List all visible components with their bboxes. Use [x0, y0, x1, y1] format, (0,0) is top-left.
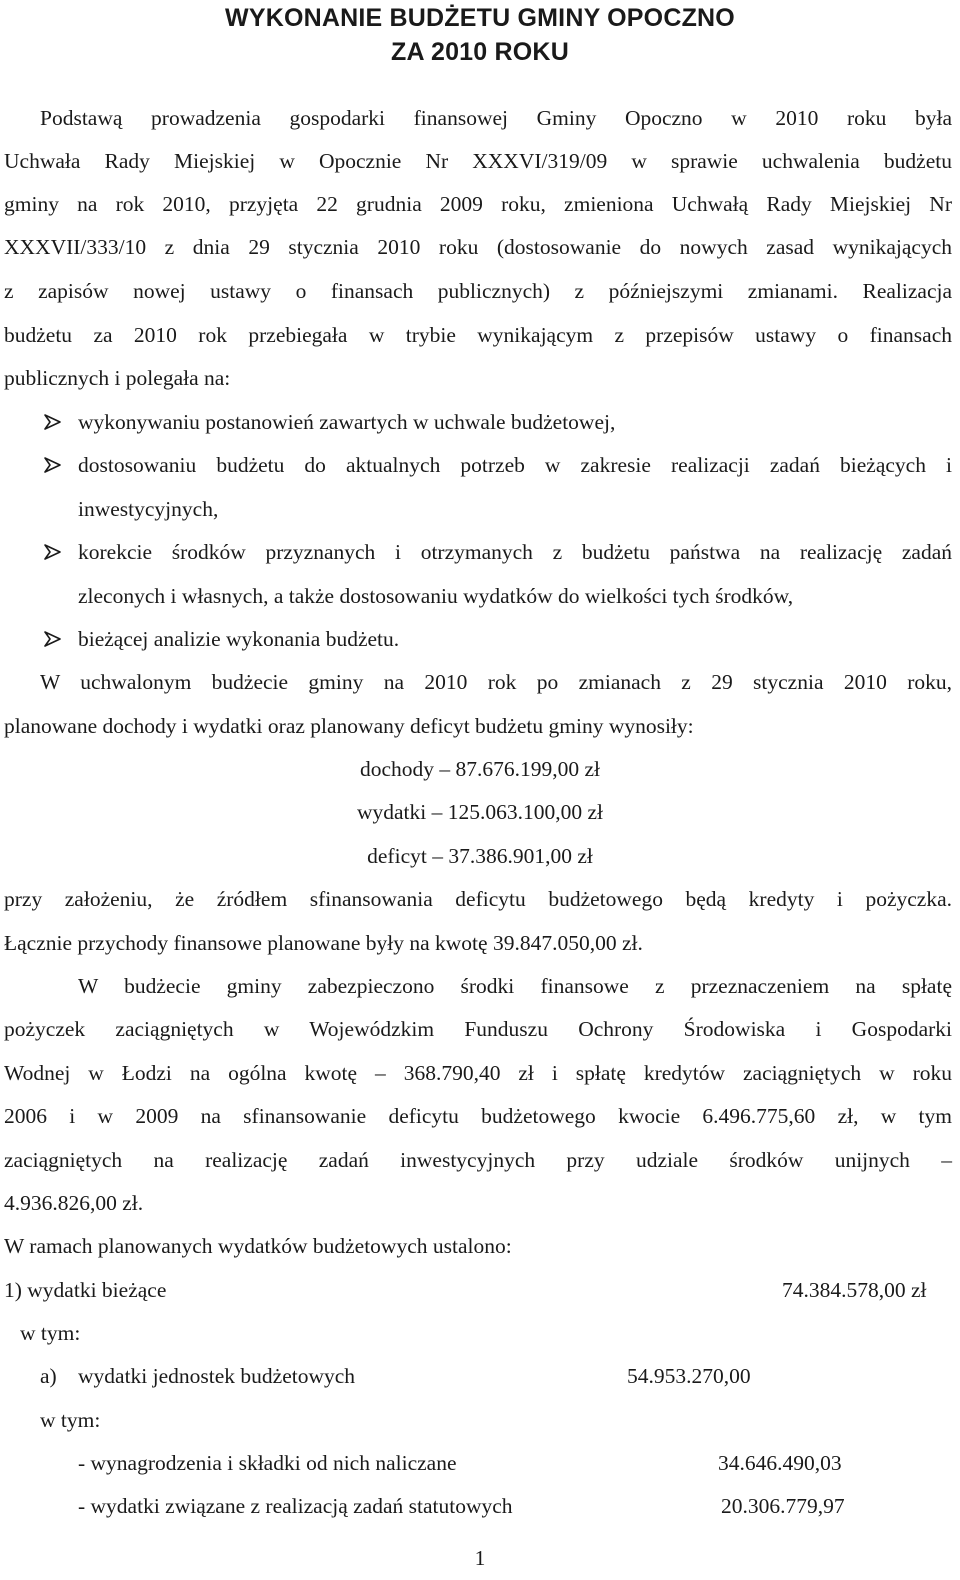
item1-value: 74.384.578,00 zł — [782, 1278, 927, 1302]
detail-1-label: - wynagrodzenia i składki od nich naliczane — [78, 1451, 457, 1475]
plan-line-1: W uchwalonym budżecie gminy na 2010 rok po zmianach z 29 stycznia 2010 roku, — [40, 670, 952, 694]
total-dochody: dochody – 87.676.199,00 zł — [359, 757, 601, 781]
intro-line-1: Podstawą prowadzenia gospodarki finansowej Gminy Opoczno w 2010 roku była — [40, 106, 952, 130]
bullet-3-line-1: korekcie środków przyznanych i otrzymanych z budżetu państwa na realizację zadań — [78, 540, 952, 564]
arrow-bullet-icon — [42, 537, 64, 567]
plan-line-2: planowane dochody i wydatki oraz planowany deficyt budżetu gminy wynosiły: — [4, 714, 694, 738]
intro-line-6: budżetu za 2010 rok przebiegała w trybie wynikającym z przepisów ustawy o finansach — [4, 323, 952, 347]
total-deficyt: deficyt – 37.386.901,00 zł — [367, 844, 593, 868]
intro-line-5: z zapisów nowej ustawy o finansach publicznych) z późniejszymi zmianami. Realizacja — [4, 279, 952, 303]
loans-line-2: pożyczek zaciągniętych w Wojewódzkim Funduszu Ochrony Środowiska i Gospodarki — [4, 1017, 952, 1041]
total-wydatki: wydatki – 125.063.100,00 zł — [356, 800, 604, 824]
wtym-label-1: w tym: — [20, 1321, 81, 1345]
intro-line-2: Uchwała Rady Miejskiej w Opocznie Nr XXXVI/319/09 w sprawie uchwalenia budżetu — [4, 149, 952, 173]
arrow-bullet-icon — [42, 450, 64, 480]
bullet-1: wykonywaniu postanowień zawartych w uchwale budżetowej, — [78, 410, 616, 434]
bullet-3-line-2: zleconych i własnych, a także dostosowaniu wydatków do wielkości tych środków, — [78, 584, 794, 608]
loans-line-1: W budżecie gminy zabezpieczono środki finansowe z przeznaczeniem na spłatę — [78, 974, 952, 998]
item-a-label: wydatki jednostek budżetowych — [78, 1364, 356, 1388]
loans-line-4: 2006 i w 2009 na sfinansowanie deficytu budżetowego kwocie 6.496.775,60 zł, w tym — [4, 1104, 952, 1128]
intro-line-3: gminy na rok 2010, przyjęta 22 grudnia 2009 roku, zmieniona Uchwałą Rady Miejskiej Nr — [4, 192, 952, 216]
breakdown-intro: W ramach planowanych wydatków budżetowych ustalono: — [4, 1234, 512, 1258]
bullet-2-line-2: inwestycyjnych, — [78, 497, 219, 521]
loans-line-5: zaciągniętych na realizację zadań inwestycyjnych przy udziale środków unijnych – — [4, 1148, 952, 1172]
arrow-bullet-icon — [42, 624, 64, 654]
title-line-2: ZA 2010 ROKU — [391, 38, 569, 66]
item-a-value: 54.953.270,00 — [627, 1364, 751, 1388]
loans-line-3: Wodnej w Łodzi na ogólna kwotę – 368.790,40 zł i spłatę kredytów zaciągniętych w roku — [4, 1061, 952, 1085]
bullet-2-line-1: dostosowaniu budżetu do aktualnych potrzeb w zakresie realizacji zadań bieżących i — [78, 453, 952, 477]
item-a-marker: a) — [40, 1364, 57, 1388]
title-line-1: WYKONANIE BUDŻETU GMINY OPOCZNO — [225, 4, 735, 32]
financing-line-2: Łącznie przychody finansowe planowane były na kwotę 39.847.050,00 zł. — [4, 931, 643, 955]
detail-2-label: - wydatki związane z realizacją zadań statutowych — [78, 1494, 513, 1518]
intro-line-4: XXXVII/333/10 z dnia 29 stycznia 2010 roku (dostosowanie do nowych zasad wynikających — [4, 235, 952, 259]
detail-2-value: 20.306.779,97 — [721, 1494, 845, 1518]
arrow-bullet-icon — [42, 407, 64, 437]
loans-line-6: 4.936.826,00 zł. — [4, 1191, 144, 1215]
page-number: 1 — [474, 1546, 486, 1570]
bullet-4: bieżącej analizie wykonania budżetu. — [78, 627, 400, 651]
intro-line-7: publicznych i polegała na: — [4, 366, 231, 390]
financing-line-1: przy założeniu, że źródłem sfinansowania deficytu budżetowego będą kredyty i pożyczka. — [4, 887, 952, 911]
detail-1-value: 34.646.490,03 — [718, 1451, 842, 1475]
wtym-label-2: w tym: — [40, 1408, 101, 1432]
item1-label: 1) wydatki bieżące — [4, 1278, 167, 1302]
